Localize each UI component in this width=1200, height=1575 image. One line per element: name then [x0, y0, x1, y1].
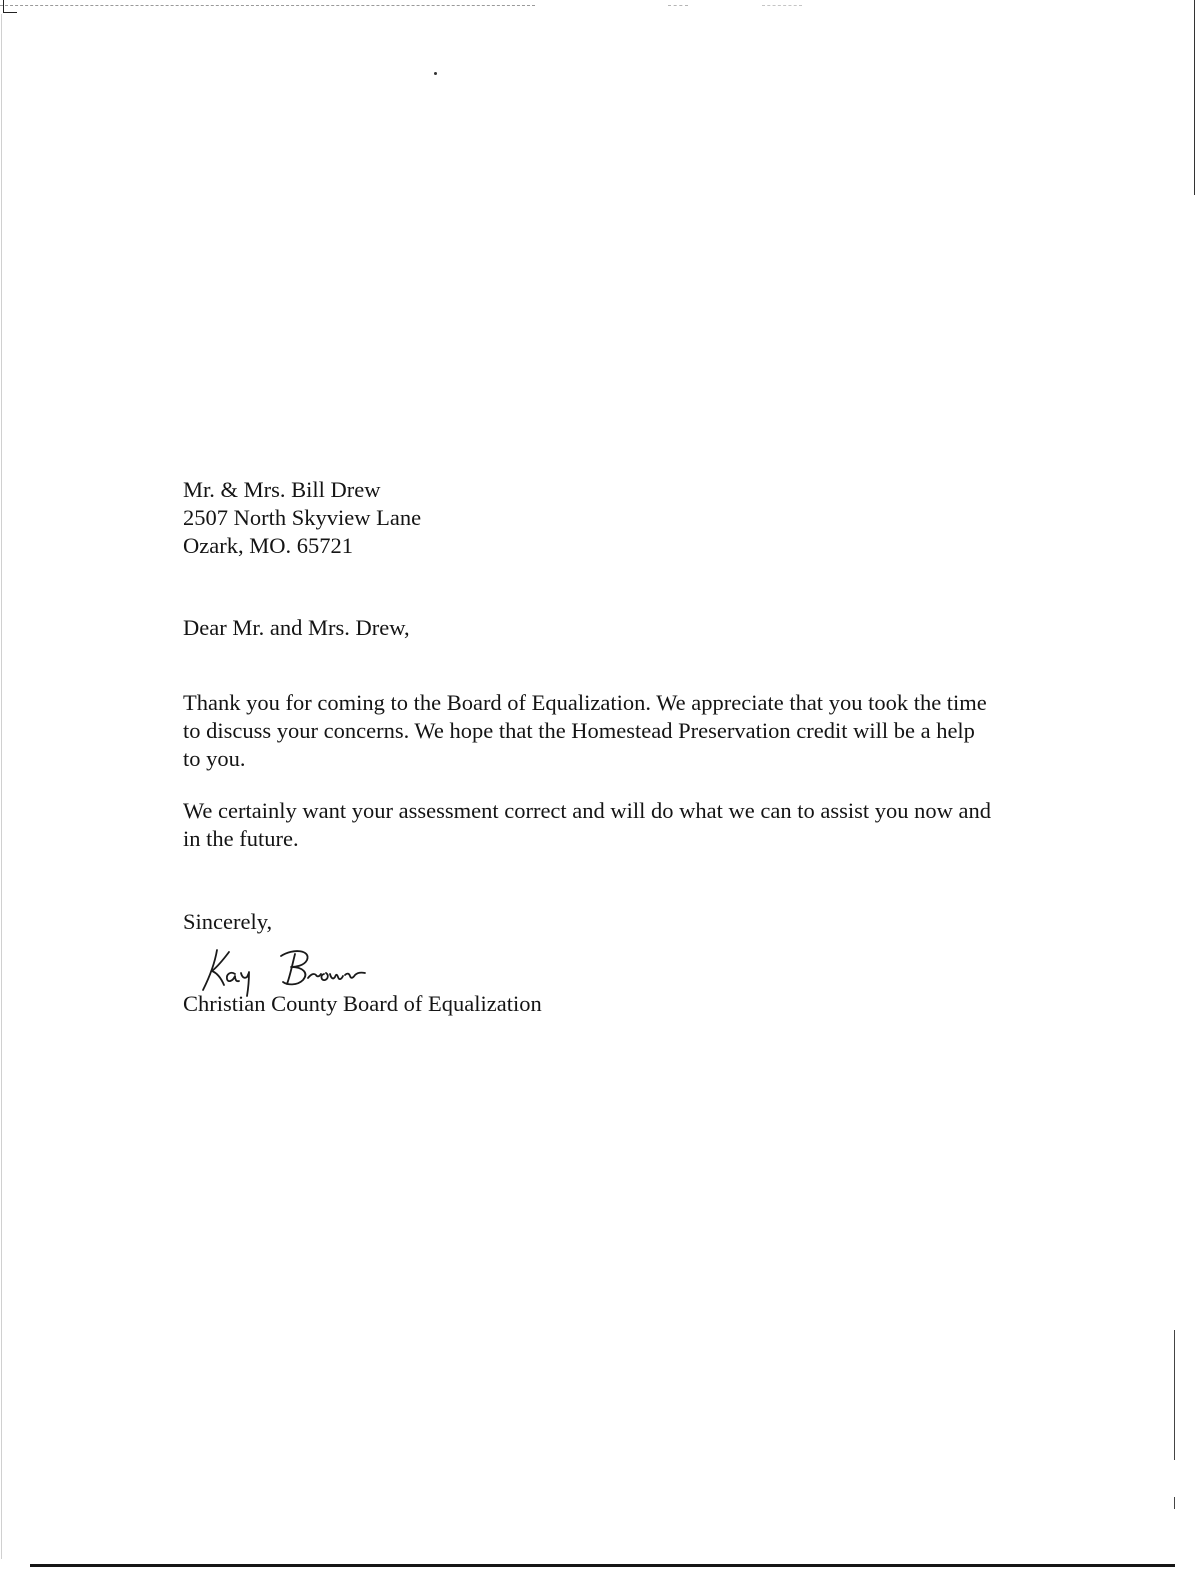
scan-artifact-right-edge	[1174, 1330, 1175, 1460]
recipient-city: Ozark, MO. 65721	[183, 533, 353, 558]
paragraph-line: We certainly want your assessment correct and will do what we can to assist you now and	[183, 798, 991, 823]
scan-artifact-right-edge	[1174, 1497, 1175, 1509]
paragraph-line: in the future.	[183, 826, 299, 851]
salutation: Dear Mr. and Mrs. Drew,	[183, 615, 410, 640]
recipient-name: Mr. & Mrs. Bill Drew	[183, 477, 381, 502]
scan-artifact-top-line	[668, 5, 688, 6]
paragraph-line: Thank you for coming to the Board of Equalization. We appreciate that you took the time	[183, 690, 987, 715]
scan-artifact-corner-mark	[3, 12, 17, 13]
scan-artifact-left-edge	[1, 14, 2, 1559]
signatory-organization: Christian County Board of Equalization	[183, 991, 542, 1016]
scan-artifact-corner-mark	[3, 0, 4, 12]
recipient-address-block	[183, 476, 421, 560]
body-paragraph-1	[183, 689, 987, 773]
body-paragraph-2	[183, 797, 991, 853]
paragraph-line: to discuss your concerns. We hope that the Homestead Preservation credit will be a help	[183, 718, 975, 743]
paragraph-line: to you.	[183, 746, 246, 771]
scan-artifact-speck	[434, 72, 437, 75]
scan-artifact-bottom-edge	[30, 1564, 1175, 1567]
scan-artifact-right-edge	[1194, 0, 1195, 195]
scan-artifact-top-line	[762, 5, 802, 6]
scan-artifact-top-line	[0, 5, 535, 6]
recipient-street: 2507 North Skyview Lane	[183, 505, 422, 530]
closing: Sincerely,	[183, 909, 273, 934]
